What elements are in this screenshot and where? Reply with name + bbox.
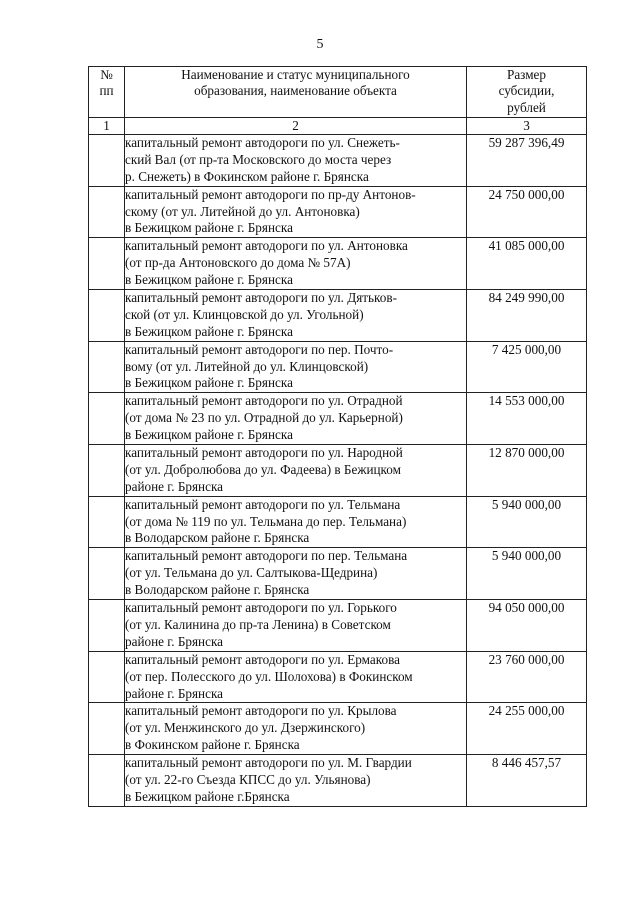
object-name-line: капитальный ремонт автодороги по ул. Тельмана — [125, 496, 401, 512]
object-name-line: (от пр-да Антоновского до дома № 57А) — [125, 255, 351, 271]
table-row — [89, 135, 587, 187]
subsidy-amount-cell — [467, 496, 587, 548]
row-number-cell — [89, 341, 125, 393]
object-name-line: районе г. Брянска — [125, 478, 224, 494]
header-amount-line: субсидии, — [498, 83, 555, 99]
table-row — [89, 186, 587, 238]
subsidy-amount: 23 760 000,00 — [488, 651, 565, 667]
column-number: 1 — [89, 118, 125, 135]
table-body — [89, 135, 587, 807]
object-name-line: (от дома № 119 по ул. Тельмана до пер. Тельмана) — [125, 513, 407, 529]
object-name-line: (от ул. Менжинского до ул. Дзержинского) — [125, 720, 366, 736]
row-number-cell — [89, 755, 125, 807]
subsidy-amount: 59 287 396,49 — [488, 135, 565, 150]
table-row — [89, 651, 587, 703]
object-name-line: в Бежицком районе г. Брянска — [125, 272, 293, 288]
subsidy-amount-cell — [467, 651, 587, 703]
subsidy-amount-cell — [467, 548, 587, 600]
object-name-line: капитальный ремонт автодороги по ул. Крылова — [125, 703, 397, 719]
object-name-line: в Бежицком районе г.Брянска — [125, 788, 290, 804]
subsidy-amount: 41 085 000,00 — [488, 238, 565, 254]
row-number-cell — [89, 135, 125, 187]
header-number — [89, 67, 125, 118]
object-name-line: р. Снежеть) в Фокинском районе г. Брянска — [125, 168, 369, 184]
row-number-cell — [89, 290, 125, 342]
table-row — [89, 445, 587, 497]
object-name-cell — [125, 393, 467, 445]
subsidy-amount: 5 940 000,00 — [491, 496, 562, 512]
object-name-line: (от пер. Полесского до ул. Шолохова) в Фокинском — [125, 668, 413, 684]
table-row — [89, 238, 587, 290]
subsidy-amount: 24 255 000,00 — [488, 703, 565, 719]
object-name-line: капитальный ремонт автодороги по ул. М. Гвардии — [125, 755, 412, 771]
table-row — [89, 600, 587, 652]
header-name-line: Наименование и статус муниципального — [181, 67, 410, 82]
object-name-line: капитальный ремонт автодороги по ул. Антоновка — [125, 238, 408, 254]
object-name-cell — [125, 135, 467, 187]
subsidy-amount-cell — [467, 703, 587, 755]
subsidy-amount: 24 750 000,00 — [488, 186, 565, 202]
row-number-cell — [89, 703, 125, 755]
table-row — [89, 290, 587, 342]
subsidy-amount-cell — [467, 186, 587, 238]
table-row — [89, 393, 587, 445]
subsidy-amount-cell — [467, 445, 587, 497]
object-name-line: капитальный ремонт автодороги по пер. Тельмана — [125, 548, 408, 564]
subsidy-amount-cell — [467, 135, 587, 187]
row-number-cell — [89, 238, 125, 290]
subsidy-amount-cell — [467, 755, 587, 807]
object-name-cell — [125, 600, 467, 652]
subsidy-table — [88, 66, 587, 807]
object-name-line: районе г. Брянска — [125, 633, 224, 649]
object-name-line: ский Вал (от пр-та Московского до моста через — [125, 151, 392, 167]
subsidy-amount: 94 050 000,00 — [488, 600, 565, 616]
table-row — [89, 341, 587, 393]
row-number-cell — [89, 445, 125, 497]
object-name-cell — [125, 238, 467, 290]
object-name-line: ской (от ул. Клинцовской до ул. Угольной) — [125, 306, 364, 322]
header-number-line: пп — [99, 83, 114, 99]
object-name-line: (от ул. Калинина до пр-та Ленина) в Советском — [125, 616, 391, 632]
header-number-line: № — [100, 67, 113, 82]
object-name-line: в Бежицком районе г. Брянска — [125, 220, 293, 236]
header-amount-line: Размер — [506, 67, 546, 82]
subsidy-amount: 8 446 457,57 — [491, 755, 562, 771]
object-name-line: капитальный ремонт автодороги по ул. Дятьков- — [125, 290, 397, 306]
object-name-cell — [125, 651, 467, 703]
table-row — [89, 703, 587, 755]
table-row — [89, 496, 587, 548]
subsidy-amount: 84 249 990,00 — [488, 290, 565, 306]
header-amount — [467, 67, 587, 118]
object-name-cell — [125, 445, 467, 497]
subsidy-amount-cell — [467, 393, 587, 445]
object-name-line: в Бежицком районе г. Брянска — [125, 375, 293, 391]
object-name-line: капитальный ремонт автодороги по пер. Почто- — [125, 341, 394, 357]
row-number-cell — [89, 548, 125, 600]
table-header-row — [89, 67, 587, 118]
subsidy-amount-cell — [467, 238, 587, 290]
subsidy-amount-cell — [467, 290, 587, 342]
subsidy-amount: 12 870 000,00 — [488, 445, 565, 461]
object-name-cell — [125, 496, 467, 548]
header-amount-line: рублей — [507, 99, 546, 115]
object-name-line: (от ул. 22-го Съезда КПСС до ул. Ульянова) — [125, 771, 371, 787]
row-number-cell — [89, 651, 125, 703]
object-name-cell — [125, 290, 467, 342]
object-name-line: в Бежицком районе г. Брянска — [125, 323, 293, 339]
object-name-line: в Бежицком районе г. Брянска — [125, 427, 293, 443]
object-name-line: капитальный ремонт автодороги по пр-ду Антонов- — [125, 186, 416, 202]
header-name-line: образования, наименование объекта — [194, 83, 397, 99]
subsidy-amount: 14 553 000,00 — [488, 393, 565, 409]
column-number: 3 — [467, 118, 587, 135]
object-name-line: (от дома № 23 по ул. Отрадной до ул. Карьерной) — [125, 410, 403, 426]
object-name-line: капитальный ремонт автодороги по ул. Горького — [125, 600, 397, 616]
column-number-row — [89, 118, 587, 135]
row-number-cell — [89, 186, 125, 238]
object-name-cell — [125, 186, 467, 238]
object-name-line: вому (от ул. Литейной до ул. Клинцовской) — [125, 358, 369, 374]
table-row — [89, 548, 587, 600]
object-name-line: скому (от ул. Литейной до ул. Антоновка) — [125, 203, 360, 219]
object-name-cell — [125, 703, 467, 755]
object-name-line: капитальный ремонт автодороги по ул. Отрадной — [125, 393, 403, 409]
row-number-cell — [89, 393, 125, 445]
header-name — [125, 67, 467, 118]
object-name-line: (от ул. Тельмана до ул. Салтыкова-Щедрина) — [125, 565, 378, 581]
object-name-line: капитальный ремонт автодороги по ул. Народной — [125, 445, 403, 461]
table-row — [89, 755, 587, 807]
object-name-cell — [125, 341, 467, 393]
object-name-line: капитальный ремонт автодороги по ул. Ермакова — [125, 651, 401, 667]
object-name-line: в Володарском районе г. Брянска — [125, 530, 310, 546]
subsidy-amount-cell — [467, 341, 587, 393]
page-number: 5 — [316, 37, 324, 52]
subsidy-amount-cell — [467, 600, 587, 652]
object-name-line: в Володарском районе г. Брянска — [125, 582, 310, 598]
object-name-line: районе г. Брянска — [125, 685, 224, 701]
subsidy-amount: 5 940 000,00 — [491, 548, 562, 564]
subsidy-amount: 7 425 000,00 — [491, 341, 562, 357]
object-name-line: капитальный ремонт автодороги по ул. Снежеть- — [125, 135, 400, 150]
row-number-cell — [89, 496, 125, 548]
object-name-line: (от ул. Добролюбова до ул. Фадеева) в Бежицком — [125, 461, 401, 477]
object-name-cell — [125, 548, 467, 600]
object-name-cell — [125, 755, 467, 807]
column-number: 2 — [125, 118, 467, 135]
row-number-cell — [89, 600, 125, 652]
object-name-line: в Фокинском районе г. Брянска — [125, 737, 300, 753]
